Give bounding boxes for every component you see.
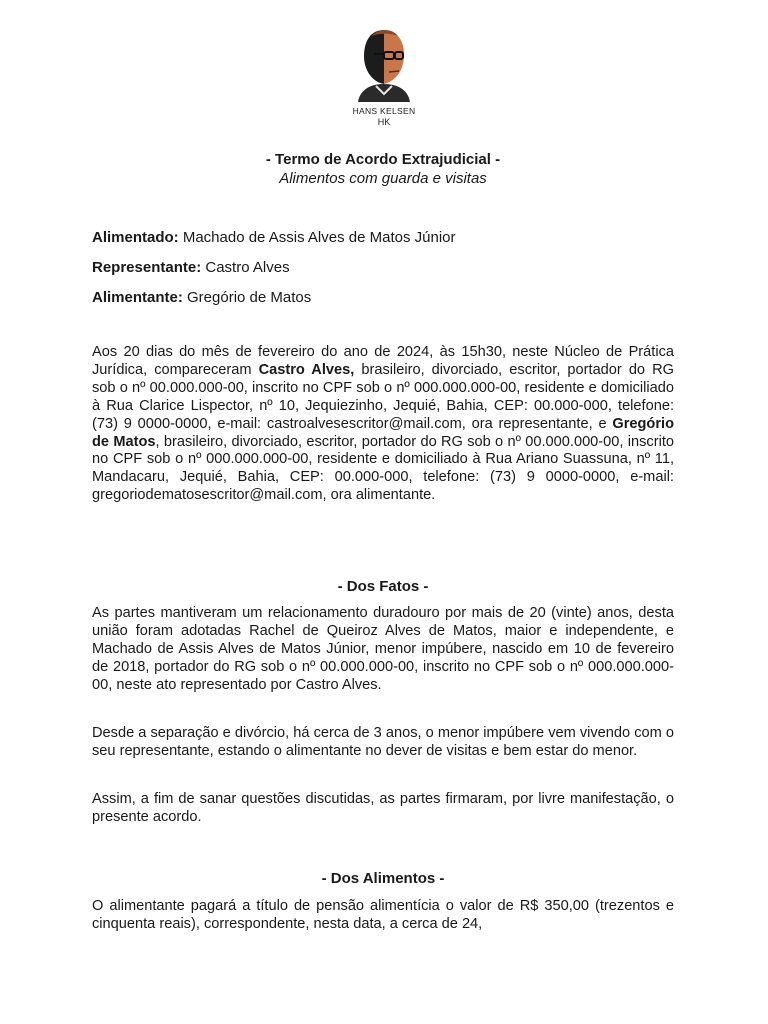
document-subtitle: Alimentos com guarda e visitas bbox=[279, 170, 487, 187]
party-label: Alimentado: bbox=[92, 229, 179, 246]
logo-name: HANS KELSEN bbox=[352, 106, 416, 116]
portrait-logo-icon bbox=[352, 24, 416, 102]
logo-monogram: HK bbox=[377, 117, 391, 127]
document-header bbox=[92, 150, 674, 188]
fatos-paragraph-3: Assim, a fim de sanar questões discutidas, as partes firmaram, por livre manifestação, o presente acordo. bbox=[92, 791, 674, 825]
representante-name: Castro Alves, bbox=[258, 361, 355, 378]
alimentos-paragraph-1: O alimentante pagará a título de pensão alimentícia o valor de R$ 350,00 (trezentos e cinquenta reais), correspondente, nesta data, a cerca de 24, bbox=[92, 898, 674, 932]
party-label: Alimentante: bbox=[92, 289, 183, 306]
logo bbox=[344, 24, 424, 127]
section-heading-fatos: - Dos Fatos - bbox=[337, 578, 429, 595]
party-value: Machado de Assis Alves de Matos Júnior bbox=[178, 229, 456, 246]
party-value: Castro Alves bbox=[201, 259, 290, 276]
parties-list bbox=[92, 228, 674, 318]
party-alimentado bbox=[92, 228, 674, 258]
intro-paragraph bbox=[92, 344, 674, 505]
party-representante bbox=[92, 258, 674, 288]
fatos-paragraph-1: As partes mantiveram um relacionamento duradouro por mais de 20 (vinte) anos, desta união foram adotadas Rachel de Queiroz Alves de Matos, maior e independente, e Machado de Assis Alves de Matos Júnior, menor impúbere, nascido em 10 de fevereiro de 2018, portador do RG sob o nº 00.000.000-00, inscrito no CPF sob o nº 000.000.000-00, neste ato representado por Castro Alves. bbox=[92, 605, 674, 693]
section-heading-alimentos: - Dos Alimentos - bbox=[321, 870, 445, 887]
alimentante-name: Gregório de Matos bbox=[92, 415, 674, 450]
document-title: - Termo de Acordo Extrajudicial - bbox=[265, 151, 501, 168]
intro-text: , brasileiro, divorciado, escritor, portador do RG sob o nº 00.000.000-00, inscrito no CPF sob o nº 000.000.000-00, residente e domiciliado à Rua Ariano Suassuna, nº 11, Mandacaru, Jequié, Bahia, CEP: 00.000-000, telefone: (73) 9 0000-0000, e-mail: gregoriodematosescritor@mail.com, ora alimentante. bbox=[92, 433, 674, 504]
party-alimentante bbox=[92, 288, 674, 318]
party-label: Representante: bbox=[92, 259, 202, 276]
intro-text: brasileiro, divorciado, escritor, portador do RG sob o nº 00.000.000-00, inscrito no CPF sob o nº 000.000.000-00, residente e domiciliado à Rua Clarice Lispector, nº 10, Jequiezinho, Jequié, Bahia, CEP: 00.000-000, telefone: (73) 9 0000-0000, e-mail: castroalvesescritor@mail.com, ora representante, e bbox=[92, 361, 674, 432]
fatos-paragraph-2: Desde a separação e divórcio, há cerca de 3 anos, o menor impúbere vem vivendo com o seu representante, estando o alimentante no dever de visitas e bem estar do menor. bbox=[92, 725, 674, 759]
party-value: Gregório de Matos bbox=[182, 289, 312, 306]
intro-text: Aos 20 dias do mês de fevereiro do ano de 2024, às 15h30, neste Núcleo de Prática Jurídica, compareceram bbox=[92, 344, 674, 378]
